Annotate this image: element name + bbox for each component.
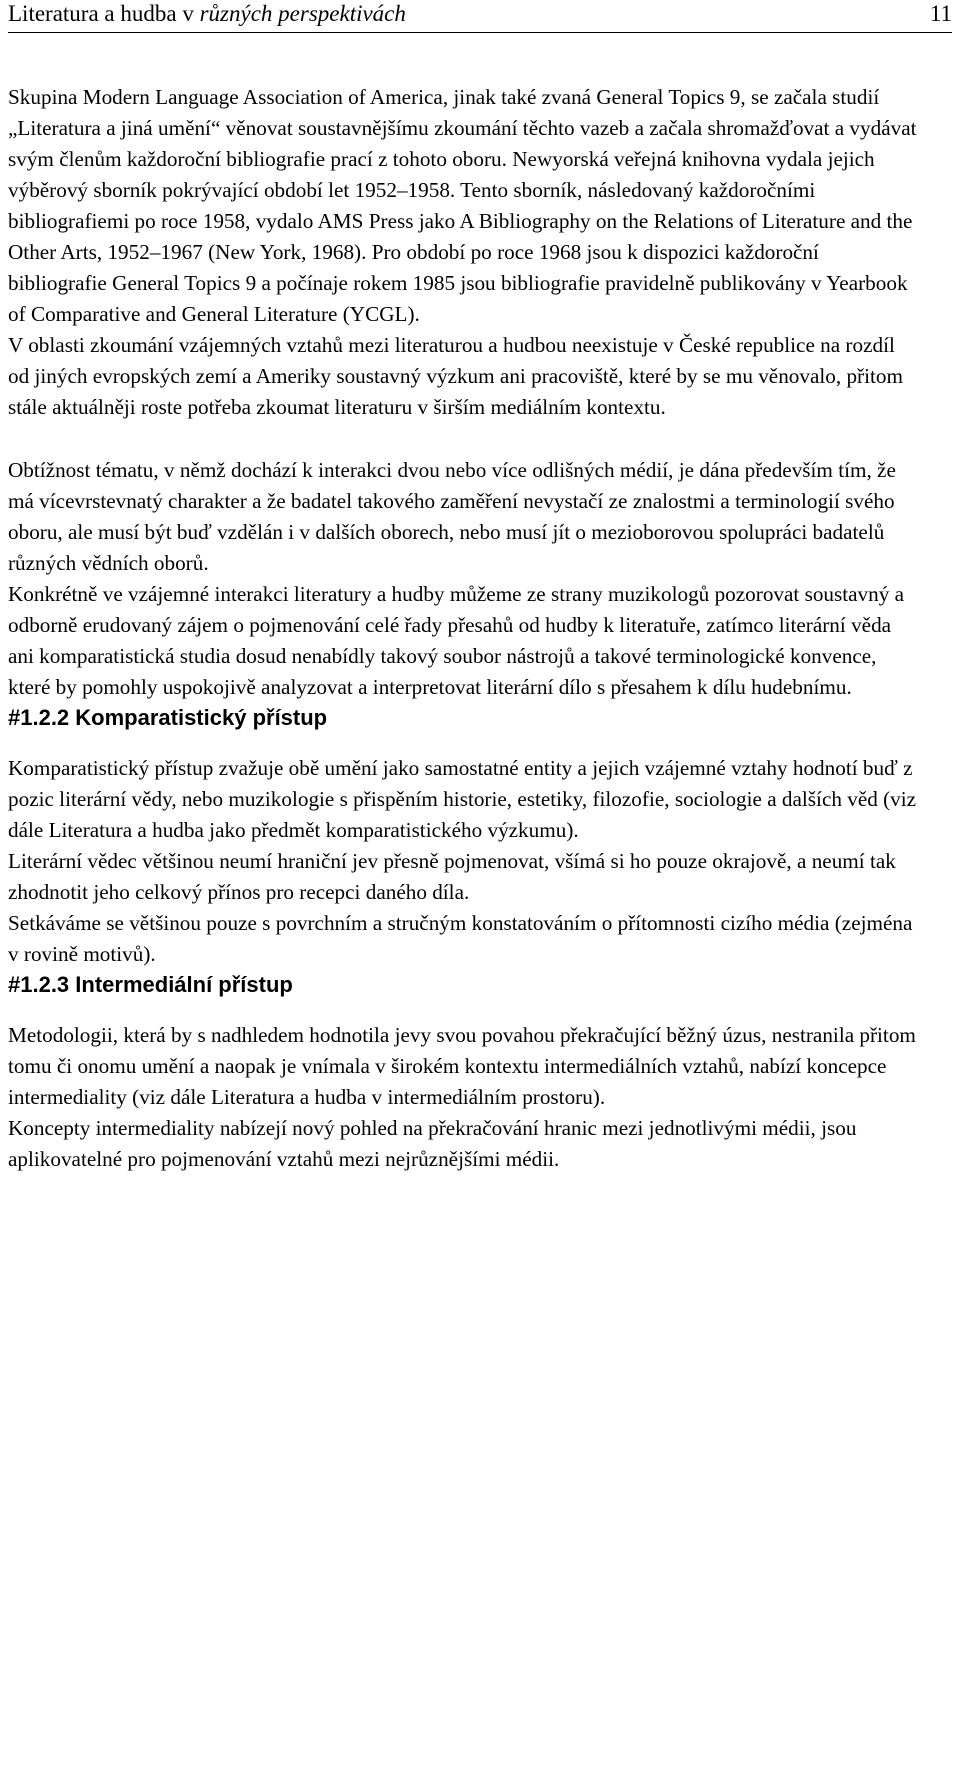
paragraph-literary-scholar: Literární vědec většinou neumí hraniční jev přesně pojmenovat, všímá si ho pouze okrajově, a neumí tak zhodnotit jeho celkový přínos pro recepci daného díla. [8,849,896,904]
paragraph-musicology-interest: Konkrétně ve vzájemné interakci literatury a hudby můžeme ze strany muzikologů pozorovat soustavný a odborně erudovaný zájem o pojmenování celé řady přesahů od hudby k literatuře, zatímco literární věda ani komparatistická studia dosud nenabídly takový soubor nástrojů a takové terminologické konvence, které by pomohly uspokojivě analyzovat a interpretovat literární dílo s přesahem k dílu hudebnímu. [8,582,905,699]
paragraph-czech-research: V oblasti zkoumání vzájemných vztahů mezi literaturou a hudbou neexistuje v České republice na rozdíl od jiných evropských zemí a Ameriky soustavný výzkum ani pracoviště, které by se mu věnovalo, přitom stále aktuálněji roste potřeba zkoumat literaturu v širším mediálním kontextu. [8,333,903,419]
paragraph-intermedial-concepts: Koncepty intermediality nabízejí nový pohled na překračování hranic mezi jednotlivými médii, jsou aplikovatelné pro pojmenování vztahů mezi nejrůznějšími médii. [8,1116,857,1171]
paragraph-difficulty: Obtížnost tématu, v němž dochází k interakci dvou nebo více odlišných médií, je dána především tím, že má vícevrstevnatý charakter a že badatel takového zaměření nevystačí ze znalostmi a terminologií svého oboru, ale musí být buď vzdělán i v dalších oborech, nebo musí jít o mezioborovou spolupráci badatelů různých vědních oborů. [8,458,896,575]
page-content [8,82,920,1175]
page-number: 11 [929,1,952,26]
running-header [8,0,952,33]
paragraph-intermedial-methodology: Metodologii, která by s nadhledem hodnotila jevy svou povahou překračující běžný úzus, nestranila přitom tomu či onomu umění a naopak je vnímala v širokém kontextu intermediálních vztahů, nabízí koncepce intermediality (viz dále Literatura a hudba v intermediálním prostoru). [8,1023,916,1109]
paragraph-superficial-mention: Setkáváme se většinou pouze s povrchním a stručným konstatováním o přítomnosti cizího média (zejména v rovině motivů). [8,911,913,966]
paragraph-mla-bibliography: Skupina Modern Language Association of America, jinak také zvaná General Topics 9, se začala studií „Literatura a jiná umění“ věnovat soustavnějšímu zkoumání těchto vazeb a začala shromažďovat a vydávat svým členům každoroční bibliografie prací z tohoto oboru. Newyorská veřejná knihovna vydala jejich výběrový sborník pokrývající období let 1952–1958. Tento sborník, následovaný každoročními bibliografiemi po roce 1958, vydalo AMS Press jako A Bibliography on the Relations of Literature and the Other Arts, 1952–1967 (New York, 1968). Pro období po roce 1968 jsou k dispozici každoroční bibliografie General Topics 9 a počínaje rokem 1985 jsou bibliografie pravidelně publikovány v Yearbook of Comparative and General Literature (YCGL). [8,85,917,326]
paragraph-comparative-approach: Komparatistický přístup zvažuje obě umění jako samostatné entity a jejich vzájemné vztahy hodnotí buď z pozic literární vědy, nebo muzikologie s přispěním historie, estetiky, filozofie, sociologie a dalších věd (viz dále Literatura a hudba jako předmět komparatistického výzkumu). [8,756,917,842]
header-title-italic: různých perspektivách [199,1,406,26]
running-header-title [8,0,406,32]
header-title-plain: Literatura a hudba v [8,1,200,26]
section-heading-comparative: #1.2.2 Komparatistický přístup [8,705,328,730]
section-heading-intermedial: #1.2.3 Intermediální přístup [8,972,293,997]
